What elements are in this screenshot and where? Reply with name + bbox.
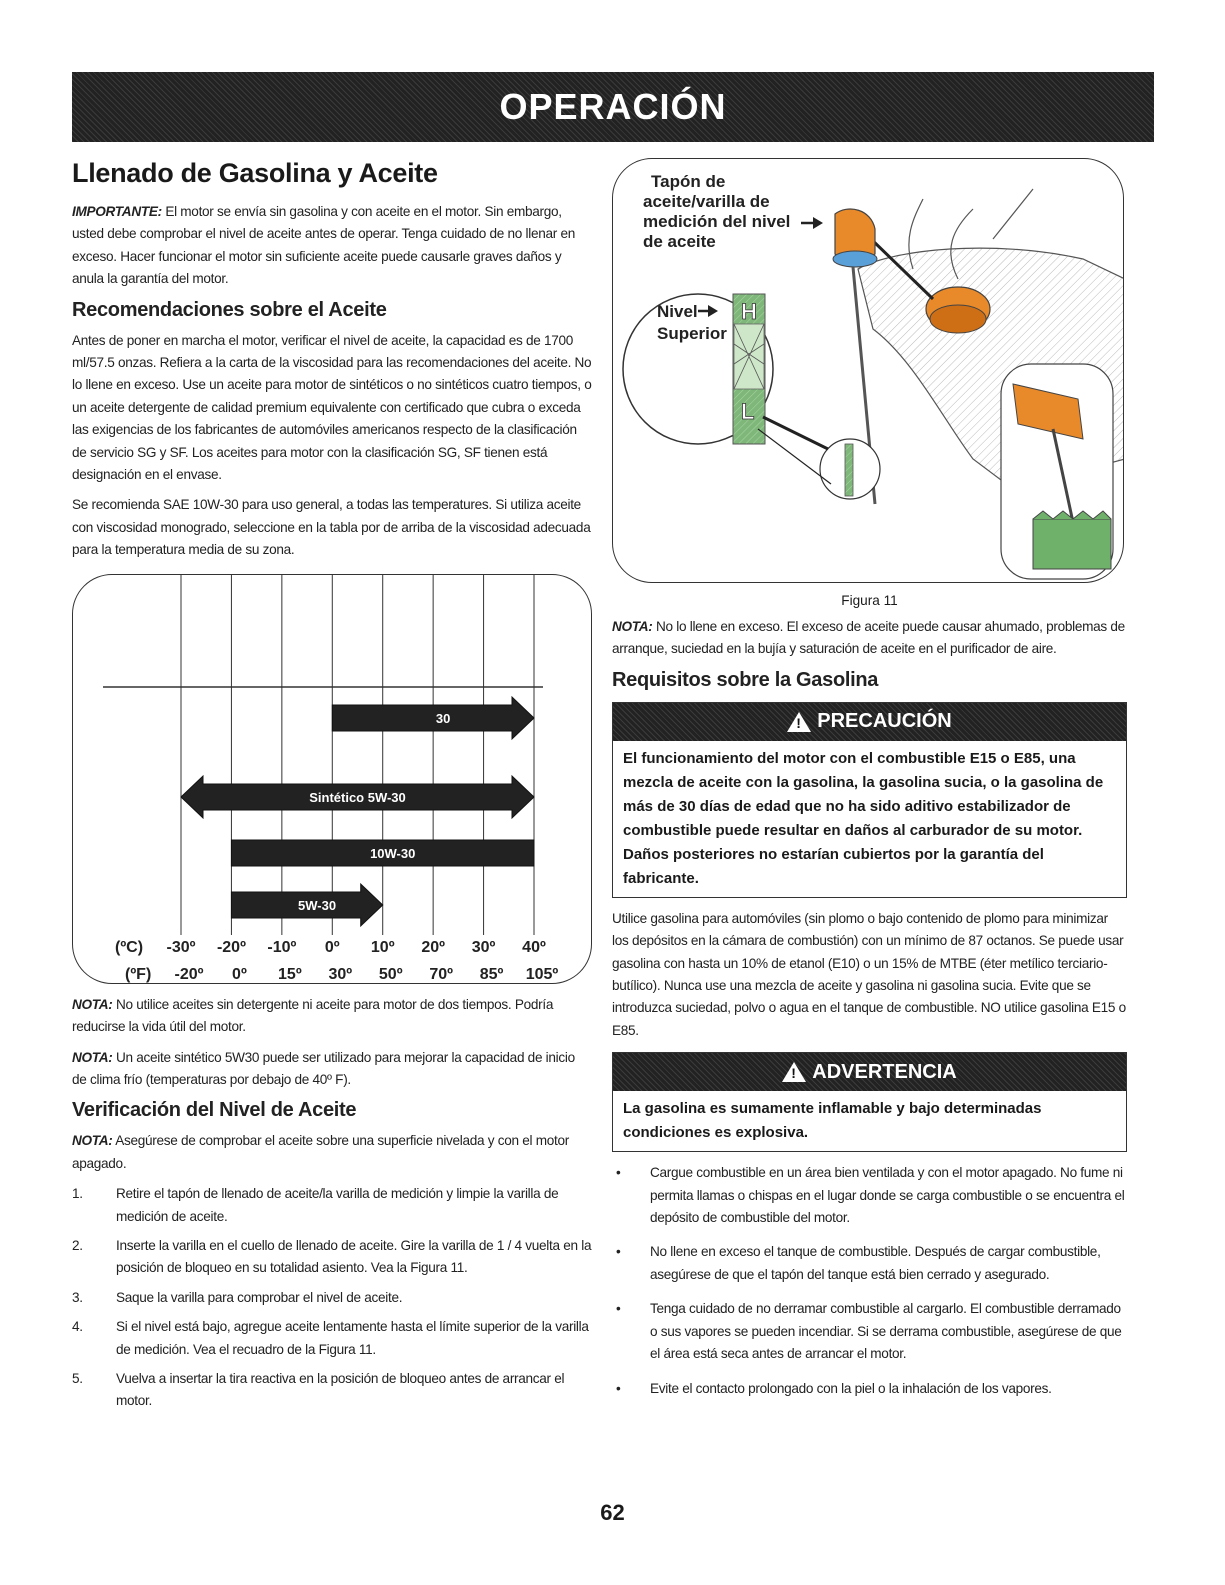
- step-text: Retire el tapón de llenado de aceite/la varilla de medición y limpie la varilla de medición de aceite.: [116, 1186, 559, 1224]
- bullet-char: •: [616, 1380, 621, 1396]
- important-paragraph: [72, 201, 592, 291]
- celsius-tick-label: 30º: [471, 938, 496, 956]
- celsius-tick-label: -30º: [166, 938, 196, 956]
- warning-triangle-icon: [787, 712, 811, 732]
- page-heading: Llenado de Gasolina y Aceite: [72, 158, 438, 188]
- important-label: IMPORTANTE:: [72, 204, 162, 219]
- nota-text: Un aceite sintético 5W30 puede ser utilizado para mejorar la capacidad de inicio de clima frío (temperaturas por debajo de 40º F).: [72, 1049, 575, 1087]
- nota-text: No lo llene en exceso. El exceso de aceite puede causar ahumado, problemas de arranque, suciedad en la bujía y saturación de aceite en el purificador de aire.: [612, 619, 1125, 657]
- gasoline-paragraph: Utilice gasolina para automóviles (sin plomo o bajo contenido de plomo para minimizar los depósitos en la cámara de combustión) con un mínimo de 87 octanos. Se puede usar gasolina con hasta un 10% de etanol (E10) o un 15% de MTBE (éter metílico terciario-butílico). Nunca use una mezcla de aceite y gasolina ni gasolina sucia. Evite que se introduzca suciedad, polvo o agua en el tanque de combustible. NO utilice gasolina E15 o E85.: [612, 910, 1126, 1038]
- step-text: Inserte la varilla en el cuello de llenado de aceite. Gire la varilla de 1 / 4 vuelta en la posición de bloqueo en su totalidad asiento. Vea la Figura 11.: [116, 1237, 592, 1276]
- step-item: [72, 1235, 592, 1280]
- celsius-label: (ºC): [115, 938, 144, 956]
- bullet-text: Cargue combustible en un área bien ventilada y con el motor apagado. No fume ni permita llamas o chispas en el lugar donde se carga combustible o se encuentra el depósito de combustible del motor.: [650, 1165, 1125, 1226]
- celsius-tick-label: 40º: [522, 938, 546, 956]
- safety-bullets: [612, 1162, 1127, 1400]
- step-text: Si el nivel está bajo, agregue aceite lentamente hasta el límite superior de la varilla de medición. Vea el recuadro de la Figura 11.: [116, 1319, 589, 1357]
- nota-label: NOTA:: [612, 619, 653, 634]
- fahrenheit-tick-label: 0º: [232, 965, 247, 983]
- oil-recommendations-heading: Recomendaciones sobre el Aceite: [72, 298, 387, 321]
- step-text: Saque la varilla para comprobar el nivel de aceite.: [116, 1289, 403, 1305]
- dipstick-figure: [612, 158, 1124, 583]
- nota-label: NOTA:: [72, 1049, 113, 1065]
- step-text: Vuelva a insertar la tira reactiva en la posición de bloqueo antes de arrancar el motor.: [116, 1370, 565, 1409]
- bullet-char: •: [616, 1165, 621, 1181]
- step-number: 3.: [72, 1289, 83, 1305]
- caution-box: [612, 702, 1127, 898]
- level-label: Nivel Superior: [657, 302, 727, 343]
- bullet-text: Tenga cuidado de no derramar combustible al cargarlo. El combustible derramado o sus vapores se pueden incendiar. Si se derrama combustible, asegúrese de que el área está seca antes de arrancar el motor.: [650, 1301, 1122, 1362]
- step-number: 5.: [72, 1370, 83, 1386]
- page-number: 62: [600, 1500, 625, 1525]
- oil-recommendations-paragraph: Antes de poner en marcha el motor, verificar el nivel de aceite, la capacidad es de 1700 ml/57.5 onzas. Refiera a la carta de la viscosidad para las recomendaciones del aceite. No lo llene en exceso. Use un aceite para motor de sintéticos o no sintéticos cuatro tiempos, o un aceite detergente de calidad premium equivalente con certificado que cubra o exceda las exigencias de los fabricantes de automóviles americanos respecto de la clasificación de servicio SG y SF. Los aceites para motor con la clasificación SG, SF tienen está designación en el envase.: [72, 332, 592, 483]
- fahrenheit-tick-label: 50º: [378, 965, 403, 983]
- step-item: [72, 1183, 592, 1228]
- cap-label: Tapón de aceite/varilla de medición del nivel de aceite: [643, 172, 791, 251]
- section-title: OPERACIÓN: [499, 86, 727, 127]
- warning-triangle-icon: [782, 1062, 806, 1082]
- left-column: [72, 158, 592, 1420]
- celsius-tick-label: 0º: [324, 938, 340, 956]
- step-number: 1.: [72, 1186, 83, 1202]
- nota-text: Asegúrese de comprobar el aceite sobre una superficie nivelada y con el motor apagado.: [72, 1133, 569, 1171]
- step-item: [72, 1316, 592, 1361]
- oil-level-heading: Verificación del Nivel de Aceite: [72, 1099, 357, 1122]
- section-banner: [72, 72, 1154, 142]
- fahrenheit-tick-label: 70º: [429, 965, 453, 983]
- bullet-item: [612, 1378, 1127, 1400]
- fahrenheit-tick-label: 105º: [525, 965, 559, 983]
- caution-header: [613, 703, 1126, 741]
- fahrenheit-label: (ºF): [125, 965, 152, 983]
- celsius-tick-label: -10º: [267, 938, 297, 956]
- bullet-item: [612, 1241, 1127, 1286]
- step-item: [72, 1368, 592, 1413]
- viscosity-bar-label: 5W-30: [298, 897, 337, 913]
- fahrenheit-tick-label: 85º: [479, 965, 504, 983]
- sae-paragraph: Se recomienda SAE 10W-30 para uso general, a todas las temperatures. Si utiliza aceite con viscosidad monogrado, seleccione en la tabla por de arriba de la viscosidad adecuada para la temperatura media de su zona.: [72, 497, 591, 558]
- nota-synthetic: [72, 1047, 592, 1092]
- celsius-tick-label: -20º: [216, 938, 246, 956]
- viscosity-chart: [72, 574, 592, 984]
- fahrenheit-tick-label: 30º: [328, 965, 353, 983]
- oil-check-steps: [72, 1183, 592, 1413]
- mark-l: L: [741, 399, 755, 424]
- step-number: 2.: [72, 1237, 83, 1253]
- bullet-text: No llene en exceso el tanque de combustible. Después de cargar combustible, asegúrese de que el tapón del tanque está bien cerrado y asegurado.: [650, 1244, 1101, 1282]
- gasoline-heading: Requisitos sobre la Gasolina: [612, 668, 879, 691]
- nota-text: No utilice aceites sin detergente ni aceite para motor de dos tiempos. Podría reducirse la vida útil del motor.: [72, 996, 554, 1035]
- warning-title: ADVERTENCIA: [812, 1060, 957, 1083]
- celsius-tick-label: 20º: [421, 938, 445, 956]
- bullet-item: [612, 1298, 1127, 1365]
- bullet-item: [612, 1162, 1127, 1229]
- fahrenheit-tick-label: -20º: [174, 965, 204, 983]
- nota-overfill: [612, 616, 1127, 661]
- mark-h: H: [741, 299, 757, 324]
- bullet-char: •: [616, 1244, 621, 1260]
- nota-label: NOTA:: [72, 1133, 113, 1149]
- warning-text: La gasolina es sumamente inflamable y bajo determinadas condiciones es explosiva.: [623, 1100, 1042, 1142]
- figure-caption: Figura 11: [841, 593, 898, 608]
- warning-box: [612, 1052, 1127, 1152]
- nota-detergent: [72, 994, 592, 1039]
- celsius-tick-label: 10º: [370, 938, 395, 956]
- caution-text: El funcionamiento del motor con el combustible E15 o E85, una mezcla de aceite con la gasolina, la gasolina sucia, o la gasolina de más de 30 días de edad que no ha sido aditivo estabilizador de combustible puede resultar en daños al carburador de su motor. Daños posteriores no estarían cubiertos por la garantía del fabricante.: [623, 749, 1104, 887]
- nota-label: NOTA:: [72, 996, 113, 1012]
- viscosity-chart-svg: [73, 575, 592, 984]
- right-column: [612, 158, 1127, 1412]
- step-item: [72, 1287, 592, 1309]
- viscosity-bar-label: 10W-30: [370, 845, 416, 861]
- step-number: 4.: [72, 1319, 83, 1335]
- viscosity-bar-label: 30: [435, 710, 451, 726]
- important-text: El motor se envía sin gasolina y con aceite en el motor. Sin embargo, usted debe comprobar el nivel de aceite antes de operar. Tenga cuidado de no llenar en exceso. Hacer funcionar el motor sin suficiente aceite puede causarle graves daños y anula la garantía del motor.: [72, 204, 575, 287]
- warning-header: [613, 1053, 1126, 1091]
- dipstick-illustration: [613, 159, 1124, 583]
- nota-level-surface: [72, 1130, 592, 1175]
- caution-title: PRECAUCIÓN: [817, 710, 952, 733]
- viscosity-bar-label: Sintético 5W-30: [309, 789, 406, 805]
- bullet-text: Evite el contacto prolongado con la piel o la inhalación de los vapores.: [650, 1380, 1052, 1396]
- fahrenheit-tick-label: 15º: [278, 965, 302, 983]
- bullet-char: •: [616, 1301, 621, 1317]
